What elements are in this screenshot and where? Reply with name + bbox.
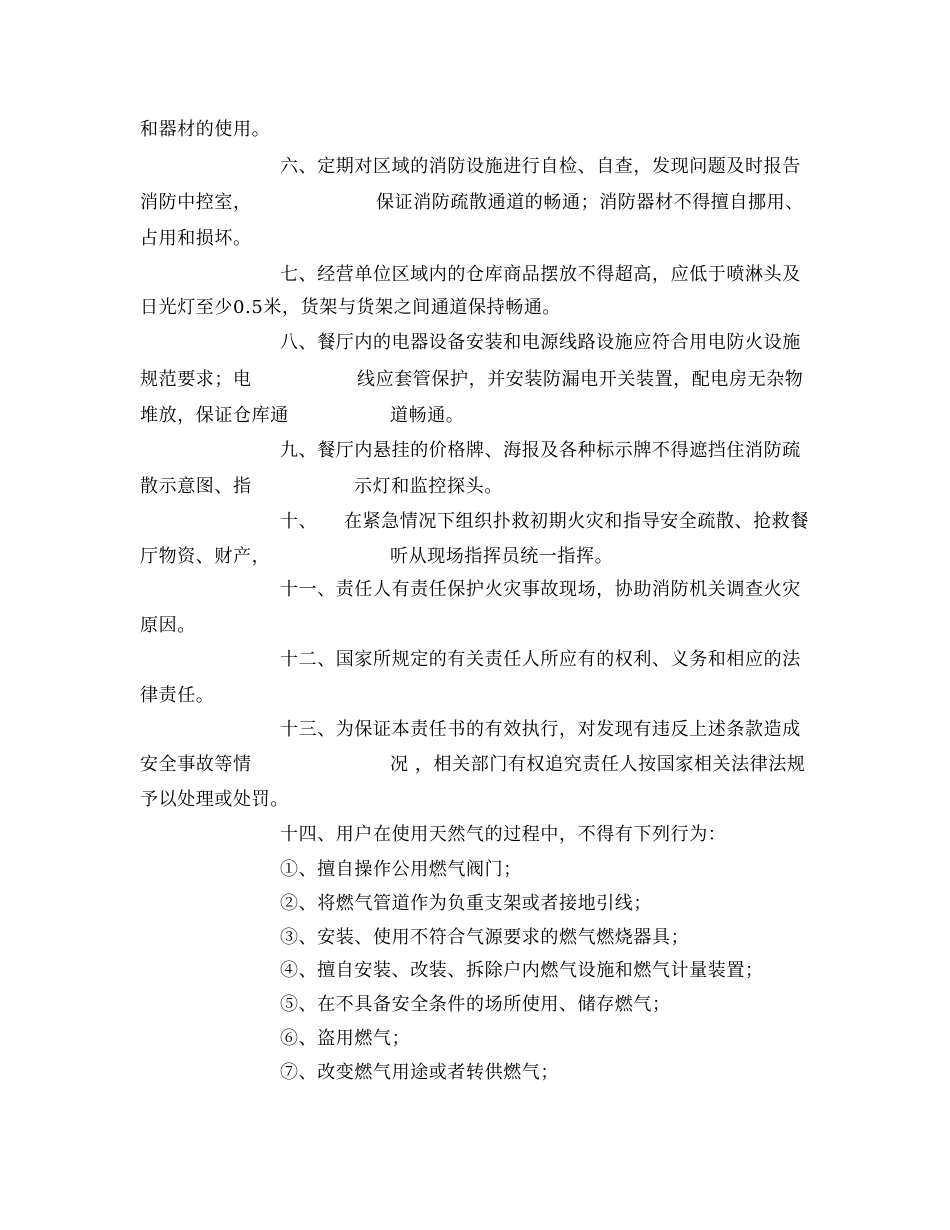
clause-12-line-1: 十二、国家所规定的有关责任人所应有的权利、义务和相应的法 [280,649,801,670]
clause-9-line-2 [140,475,503,499]
clause-7-line-1: 七、经营单位区域内的仓库商品摆放不得超高，应低于喷淋头及 [280,264,801,285]
clause-9-line-1: 九、餐厅内悬挂的价格牌、海报及各种标示牌不得遮挡住消防疏 [280,440,801,461]
clause-8-line-2 [140,368,804,392]
text-fragment: 堆放，保证仓库通 [140,405,289,426]
text-fragment: 规范要求；电 [140,369,252,390]
clause-10-line-1 [280,510,809,534]
text-fragment: 散示意图、指 [140,476,252,497]
list-item: ①、擅自操作公用燃气阀门； [280,859,522,880]
clause-6-line-3: 占用和损坏。 [140,228,252,249]
text-line: 和器材的使用。 [140,119,271,140]
text-fragment: 消防中控室， [140,192,252,213]
text-fragment: 道畅通。 [390,405,465,426]
list-item: ③、安装、使用不符合气源要求的燃气燃烧器具； [280,927,690,948]
clause-13-line-1: 十三、为保证本责任书的有效执行，对发现有违反上述条款造成 [280,719,801,740]
text-fragment: 线应套管保护，并安装防漏电开关装置，配电房无杂物 [357,369,804,390]
clause-11-line-1: 十一、责任人有责任保护火灾事故现场，协助消防机关调查火灾 [280,579,801,600]
list-item: ⑤、在不具备安全条件的场所使用、储存燃气； [280,994,671,1015]
clause-10-line-2 [140,545,614,569]
text-fragment: 况 ，相关部门有权追究责任人按国家相关法律法规 [390,754,806,775]
list-item: ②、将燃气管道作为负重支架或者接地引线； [280,893,652,914]
clause-13-line-3: 予以处理或处罚。 [140,789,289,810]
text-fragment: 在紧急情况下组织扑救初期火灾和指导安全疏散、抢救餐 [344,511,809,532]
clause-8-line-1: 八、餐厅内的电器设备安装和电源线路设施应符合用电防火设施 [280,332,801,353]
text-fragment: 示灯和监控探头。 [354,476,503,497]
text-fragment: 听从现场指挥员统一指挥。 [390,546,614,567]
clause-14-intro: 十四、用户在使用天然气的过程中，不得有下列行为： [280,824,727,845]
clause-8-line-3 [140,404,465,428]
list-item: ⑦、改变燃气用途或者转供燃气； [280,1062,559,1083]
text-fragment: 十、 [280,511,318,532]
clause-12-line-2: 律责任。 [140,685,215,706]
clause-13-line-2 [140,753,806,777]
clause-6-line-2 [140,191,804,215]
clause-6-line-1: 六、定期对区域的消防设施进行自检、自查，发现问题及时报告 [280,156,801,177]
text-fragment: 安全事故等情 [140,754,252,775]
list-item: ⑥、盗用燃气； [280,1028,411,1049]
clause-7-line-2: 日光灯至少0.5米，货架与货架之间通道保持畅通。 [140,297,562,318]
text-fragment: 保证消防疏散通道的畅通；消防器材不得擅自挪用、 [376,192,804,213]
list-item: ④、擅自安装、改装、拆除户内燃气设施和燃气计量装置； [280,960,764,981]
text-fragment: 厅物资、财产， [140,546,271,567]
clause-11-line-2: 原因。 [140,615,196,636]
